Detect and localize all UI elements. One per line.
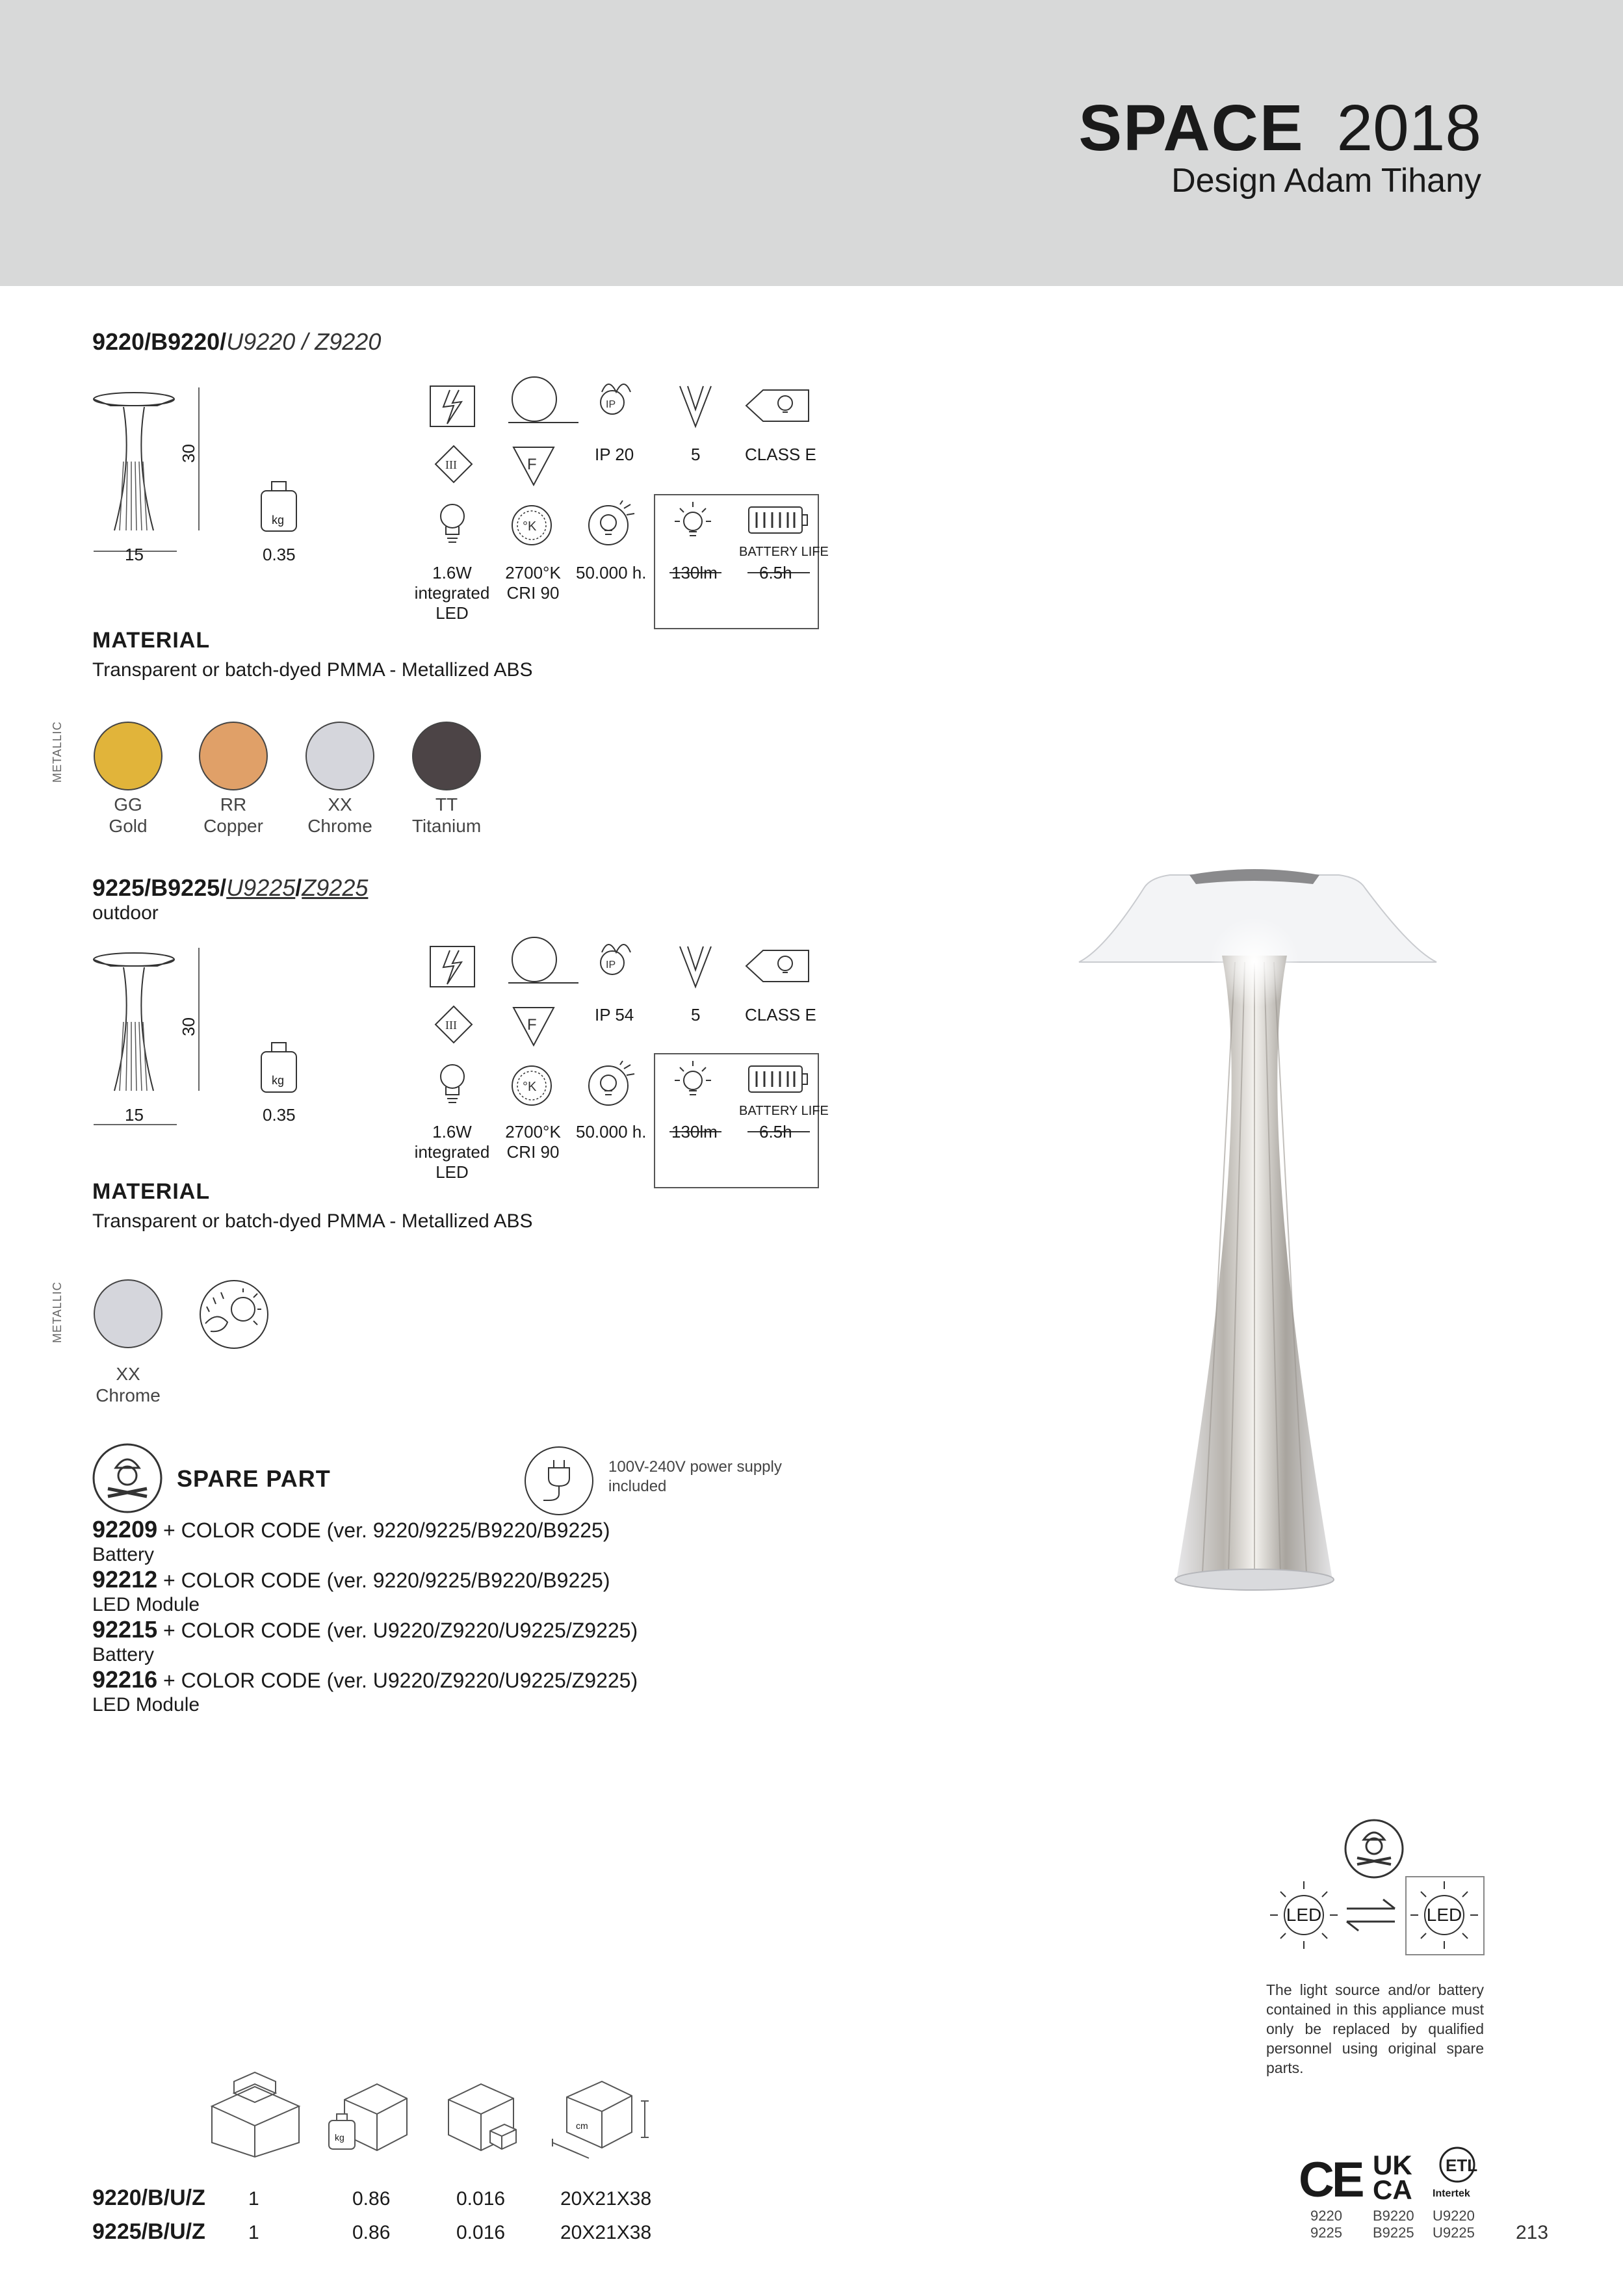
cert-codes-col: B9220 B9225 [1373,2208,1414,2241]
ip-value: IP 54 [595,1005,634,1024]
swatch-code: RR [220,794,247,815]
ip-rating-icon [597,372,636,424]
battery-life-label: BATTERY LIFE [739,1104,829,1118]
product-title: SPACE 2018 [1078,92,1481,164]
energy-class-value: CLASS E [745,445,816,464]
battery-icon [747,1063,809,1095]
intertek-label: Intertek [1433,2188,1470,2199]
material-text: Transparent or batch-dyed PMMA - Metallized ABS [92,1210,533,1232]
swatch-chrome[interactable] [94,1279,162,1348]
material-title: MATERIAL [92,628,211,653]
ip-value: IP 20 [595,445,634,464]
svg-text:F: F [527,1016,537,1034]
weight-icon [259,1039,299,1097]
packaging-row: 9220/B/U/Z 1 0.86 0.016 20X21X38 [92,2185,652,2210]
svg-text:°K: °K [523,519,537,534]
class-iii-icon [434,445,473,484]
product-subtitle: outdoor [92,902,159,924]
lumen-value: 130lm [671,563,718,582]
ip-rating-icon [597,933,636,985]
bulb-icon [437,1062,469,1108]
width-dimension: 15 [125,1105,144,1125]
finish-group-label: METALLIC [51,1281,64,1343]
package-dimensions-unit: cm [576,2120,588,2131]
swatch-name: Chrome [96,1385,161,1405]
spare-item-desc: LED Module [92,1594,200,1615]
lifetime-value: 50.000 h. [576,1122,647,1141]
technician-icon [91,1442,164,1515]
voltage-icon [676,944,716,989]
svg-text:IP: IP [606,399,616,410]
width-dimension: 15 [125,545,144,564]
led-label: LED [1286,1905,1322,1925]
swatch-code: XX [116,1364,140,1384]
led-label: LED [1426,1905,1462,1925]
weight-unit: kg [272,1074,285,1087]
product-year: 2018 [1336,92,1481,164]
f-mark-icon [512,1005,555,1047]
package-dimensions-icon [550,2078,667,2162]
designer-credit: Design Adam Tihany [1171,162,1481,200]
power-caption: 1.6W integrated LED [414,563,490,623]
lifetime-icon [588,501,640,549]
cert-codes-col: 9220 9225 [1310,2208,1342,2241]
light-distribution-icon [508,376,580,428]
technician-icon [1343,1818,1405,1880]
weight-value: 0.35 [263,1105,296,1125]
lifetime-value: 50.000 h. [576,563,647,582]
temperature-caption: 2700°K CRI 90 [505,563,561,603]
svg-text:F: F [527,456,537,473]
energy-class-icon [744,948,811,984]
class-iii-icon [434,1005,473,1044]
swatch-code: XX [328,794,352,815]
svg-text:III: III [445,458,457,471]
ce-mark: CE [1299,2152,1362,2208]
product-code: 9225/B9225/U9225/Z9225 [92,874,369,901]
packaging-row: 9225/B/U/Z 1 0.86 0.016 20X21X38 [92,2219,652,2244]
height-dimension: 30 [179,444,198,463]
power-plug-icon [523,1444,595,1517]
color-temperature-icon [510,1063,555,1109]
spare-part-title: SPARE PART [177,1465,331,1492]
temperature-caption: 2700°K CRI 90 [505,1122,561,1162]
spare-item-code: 92209 + COLOR CODE (ver. 9220/9225/B9220/B9225) [92,1516,610,1543]
ukca-mark: UK CA [1373,2150,1412,2205]
power-supply-note: 100V-240V power supply included [608,1458,782,1495]
swatch-gold[interactable] [94,722,162,790]
spare-item-code: 92212 + COLOR CODE (ver. 9220/9225/B9220/B9225) [92,1566,610,1593]
battery-powered-icon [428,944,478,989]
spare-item-code: 92215 + COLOR CODE (ver. U9220/Z9220/U9225/Z9225) [92,1616,638,1643]
swatch-name: Gold [109,816,148,836]
battery-life-label: BATTERY LIFE [739,545,829,559]
lumen-value: 130lm [671,1122,718,1141]
weight-unit: kg [272,514,285,527]
led-replacement-note: The light source and/or battery contained in this appliance must only be replaced by qualified personnel using original spare parts. [1266,1981,1484,2076]
battery-icon [747,504,809,536]
battery-value: 6.5h [759,1122,792,1141]
svg-text:°K: °K [523,1080,537,1094]
bulb-icon [437,502,469,547]
lumen-icon [667,1058,719,1110]
swatch-chrome[interactable] [305,722,374,790]
swatch-name: Copper [203,816,263,836]
product-code: 9220/B9220/U9220 / Z9220 [92,328,382,355]
energy-class-value: CLASS E [745,1005,816,1024]
spare-item-code: 92216 + COLOR CODE (ver. U9220/Z9220/U9225/Z9225) [92,1666,638,1693]
swatch-name: Chrome [307,816,372,836]
material-text: Transparent or batch-dyed PMMA - Metallized ABS [92,659,533,681]
f-mark-icon [512,445,555,486]
voltage-value: 5 [691,1005,701,1024]
swap-arrows-icon [1344,1898,1399,1932]
light-distribution-icon [508,936,580,988]
finish-group-label: METALLIC [51,721,64,783]
swatch-copper[interactable] [199,722,268,790]
page-number: 213 [1516,2222,1549,2243]
material-title: MATERIAL [92,1179,211,1204]
voltage-icon [676,384,716,429]
color-temperature-icon [510,503,555,549]
spare-item-desc: Battery [92,1544,155,1565]
lumen-icon [667,499,719,551]
battery-value: 6.5h [759,563,792,582]
swatch-name: Titanium [411,816,482,836]
spare-item-desc: LED Module [92,1694,200,1715]
swatch-code: GG [114,794,142,815]
lifetime-icon [588,1061,640,1109]
battery-powered-icon [428,384,478,429]
cert-codes-col: U9220 U9225 [1433,2208,1475,2241]
lamp-product-photo [1072,852,1449,1606]
voltage-value: 5 [691,445,701,464]
outdoor-weather-icon [198,1278,270,1351]
swatch-titanium[interactable] [412,722,481,790]
swatch-code: TT [435,794,458,815]
height-dimension: 30 [179,1017,198,1036]
package-stack-icon [208,2067,305,2158]
package-weight-unit: kg [335,2132,344,2143]
package-volume-icon [442,2080,526,2158]
svg-text:IP: IP [606,959,616,971]
svg-text:III: III [445,1019,457,1032]
energy-class-icon [744,387,811,424]
svg-text:ETL: ETL [1446,2156,1478,2175]
spare-part-list [92,1517,638,1717]
weight-value: 0.35 [263,545,296,564]
etl-icon [1430,2145,1486,2191]
spare-item-desc: Battery [92,1644,155,1665]
weight-icon [259,478,299,536]
package-weight-icon [325,2080,409,2158]
power-caption: 1.6W integrated LED [414,1122,490,1182]
